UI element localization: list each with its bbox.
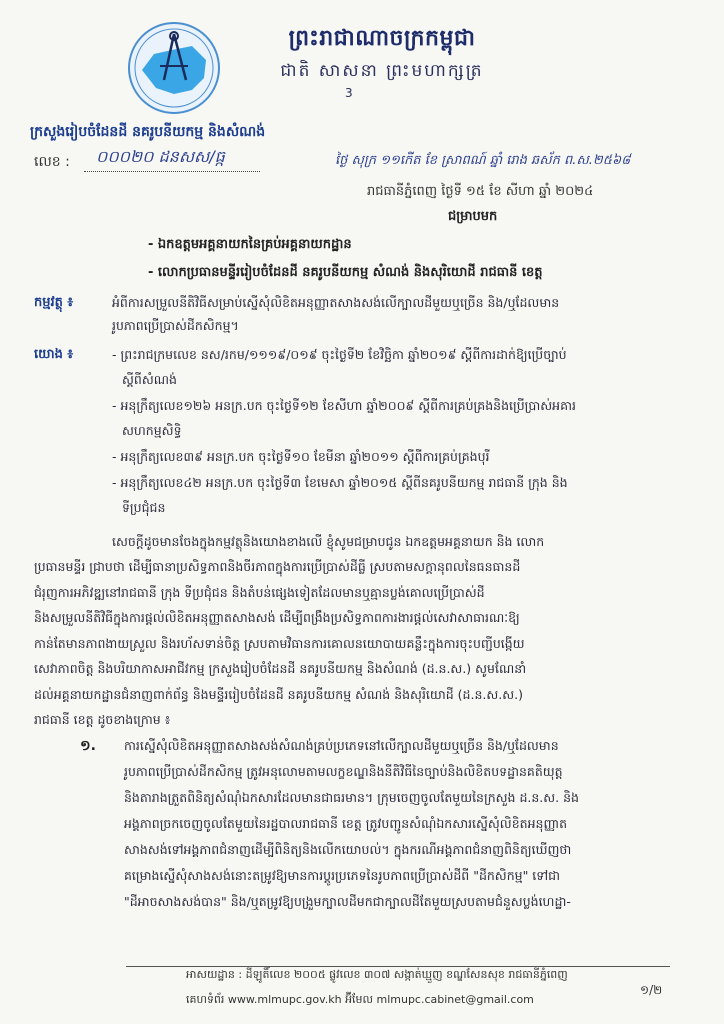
recipient-line: - លោកប្រធានមន្ទីររៀបចំដែនដី នគរូបនីយកម្ម សំណង់ និងសុរិយោដី រាជធានី ខេត្ត: [148, 265, 543, 280]
reference-number: ០០០២០ ដនសស/ធ្ក: [96, 147, 225, 166]
lunar-date: ថ្ងៃ សុក្រ ១១កើត ខែ ស្រាពណ៍ ឆ្នាំ រោង ឆស័ក ព.ស.២៥៦៨: [335, 153, 631, 168]
body-paragraph-line: ជំរុញការអភិវឌ្ឍនៅរាជធានី ក្រុង ទីប្រជុំជន និងតំបន់ផ្សេងទៀតដែលមានឬគ្មានប្លង់គោលប្រើប្រាស់ដី: [34, 585, 485, 600]
reference-item-cont: ស្តីពីសំណង់: [122, 372, 177, 387]
item-line: គម្រោងស្នើសុំសាងសង់នោះតម្រូវឱ្យមានការប្តូរប្រភេទនៃរូបភាពប្រើប្រាស់ដីពី "ដីកសិកម្ម" ទៅជា: [124, 868, 561, 883]
body-paragraph-line: សេវាភាពចិត្ត និងបរិយាកាសអាជីវកម្ម ក្រសួងរៀបចំដែនដី នគរូបនីយកម្ម និងសំណង់ (ដ.ន.ស.) សូមណែនាំ: [34, 661, 527, 676]
body-paragraph-line: ដល់អគ្គនាយកដ្ឋានជំនាញពាក់ព័ន្ធ និងមន្ទីររៀបចំដែនដី នគរូបនីយកម្ម សំណង់ និងសុរិយោដី (ដ.ន.ស.ស.): [34, 687, 523, 702]
reference-item: - ព្រះរាជក្រមលេខ នស/រកម/១១១៩/០១៩ ចុះថ្ងៃទី២ ខែវិច្ឆិកា ឆ្នាំ២០១៩ ស្តីពីការដាក់ឱ្យប្រើច្បាប់: [112, 347, 567, 362]
item-line: ការស្នើសុំលិខិតអនុញ្ញាតសាងសង់សំណង់គ្រប់ប្រភេទនៅលើក្បាលដីមួយឬច្រើន និង/ឬដែលមាន: [124, 738, 559, 753]
ministry-logo: [126, 20, 222, 116]
reference-item-cont: សហកម្មសិទ្ធិ: [122, 423, 182, 438]
footer-address: អាសយដ្ឋាន : ដីឡូតិ៍លេខ ២០០៥ ផ្លូវលេខ ៣០៧ សង្កាត់ឃ្មួញ ខណ្ឌសែនសុខ រាជធានីភ្នំពេញ: [186, 968, 568, 981]
recipient-line: - ឯកឧត្តមអគ្គនាយកនៃគ្រប់អគ្គនាយកដ្ឋាន: [148, 237, 352, 252]
reference-item: - អនុក្រឹត្យលេខ៤២ អនក្រ.បក ចុះថ្ងៃទី៣ ខែមេសា ឆ្នាំ២០១៥ ស្តីពីនគរូបនីយកម្ម រាជធានី ក្រុង និង: [112, 475, 568, 490]
body-paragraph-line: សេចក្តីដូចមានចែងក្នុងកម្មវត្ថុនិងយោងខាងលើ ខ្ញុំសូមជម្រាបជូន ឯកឧត្តមអគ្គនាយក និង លោក: [112, 534, 545, 549]
subject-label: កម្មវត្ថុ ៖: [34, 295, 74, 310]
item-line: "ដីអាចសាងសង់បាន" និង/ឬតម្រូវឱ្យបង្រួមក្បាលដីមកជាក្បាលដីតែមួយស្របតាមជំនួសប្លង់ហេដ្ឋា-: [124, 894, 571, 909]
references-label: យោង ៖: [34, 347, 74, 362]
national-motto: ជាតិ សាសនា ព្រះមហាក្សត្រ: [280, 61, 484, 81]
reference-label: លេខ :: [34, 154, 70, 170]
item-line: និងតារាងត្រួតពិនិត្យសំណុំឯកសារដែលមានជាធរមាន។ ក្រុមចេញចូលតែមួយនៃក្រសួង ដ.ន.ស. និង: [124, 790, 579, 805]
body-paragraph-line: ប្រធានមន្ទីរ ជ្រាបថា ដើម្បីធានាប្រសិទ្ធភាពនិងចីរភាពក្នុងការប្រើប្រាស់ដីធ្លី ស្របតាមសក្តានុពលនៃធនធានដី: [34, 559, 521, 574]
reference-dotted-line: [84, 171, 260, 172]
page-number: ១/២: [640, 983, 663, 997]
recipient-heading: ជម្រាបមក: [448, 209, 498, 224]
reference-item: - អនុក្រឹត្យលេខ១២៦ អនក្រ.បក ចុះថ្ងៃទី១២ ខែសីហា ឆ្នាំ២០០៩ ស្តីពីការគ្រប់គ្រងនិងប្រើប្រាស់អគារ: [112, 398, 576, 413]
subject-text: រូបភាពប្រើប្រាស់ដីកសិកម្ម។: [112, 318, 239, 333]
footer-contact: គេហទំព័រ www.mlmupc.gov.kh អ៊ីមែល mlmupc.cabinet@gmail.com: [186, 993, 534, 1006]
subject-text: អំពីការសម្រួលនីតិវិធីសម្រាប់ស្នើសុំលិខិតអនុញ្ញាតសាងសង់លើក្បាលដីមួយឬច្រើន និង/ឬដែលមាន: [112, 295, 560, 310]
item-number: ១.: [80, 738, 96, 754]
kingdom-title: ព្រះរាជាណាចក្រកម្ពុជា: [288, 26, 476, 51]
reference-item: - អនុក្រឹត្យលេខ៣៩ អនក្រ.បក ចុះថ្ងៃទី១០ ខែមីនា ឆ្នាំ២០១១ ស្តីពីការគ្រប់គ្រងបុរី: [112, 449, 490, 464]
reference-item-cont: ទីប្រជុំជន: [122, 500, 166, 515]
item-line: អង្គភាពច្រកចេញចូលតែមួយនៃរដ្ឋបាលរាជធានី ខេត្ត ត្រូវបញ្ជូនសំណុំឯកសារស្នើសុំលិខិតអនុញ្ញាត: [124, 816, 568, 831]
item-line: សាងសង់ទៅអង្គភាពជំនាញដើម្បីពិនិត្យនិងលើកយោបល់។ ក្នុងករណីអង្គភាពជំនាញពិនិត្យឃើញថា: [124, 842, 572, 857]
solar-date: រាជធានីភ្នំពេញ ថ្ងៃទី ១៥ ខែ សីហា ឆ្នាំ ២០២៤: [367, 184, 594, 199]
royal-ornament: 3: [345, 86, 353, 100]
body-paragraph-line: រាជធានី ខេត្ត ដូចខាងក្រោម ៖: [34, 712, 171, 727]
item-line: រូបភាពប្រើប្រាស់ដីកសិកម្ម ត្រូវអនុលោមតាមលក្ខខណ្ឌនិងនីតិវិធីនៃច្បាប់និងលិខិតបទដ្ឋានគតិយុត្ត: [124, 764, 563, 779]
body-paragraph-line: កាន់តែមានភាពងាយស្រួល និងរហ័សទាន់ចិត្ត ស្របតាមវិធានការគោលនយោបាយគន្លឹះក្នុងការចុះបញ្ជីបង្កើយ: [34, 636, 525, 651]
footer-divider: [126, 966, 670, 967]
ministry-name: ក្រសួងរៀបចំដែនដី នគរូបនីយកម្ម និងសំណង់: [30, 124, 266, 140]
body-paragraph-line: និងសម្រួលនីតិវិធីក្នុងការផ្តល់លិខិតអនុញ្ញាតសាងសង់ ដើម្បីពង្រឹងប្រសិទ្ធភាពការងារផ្តល់សេវាសាធារណៈឱ្យ: [34, 610, 520, 625]
